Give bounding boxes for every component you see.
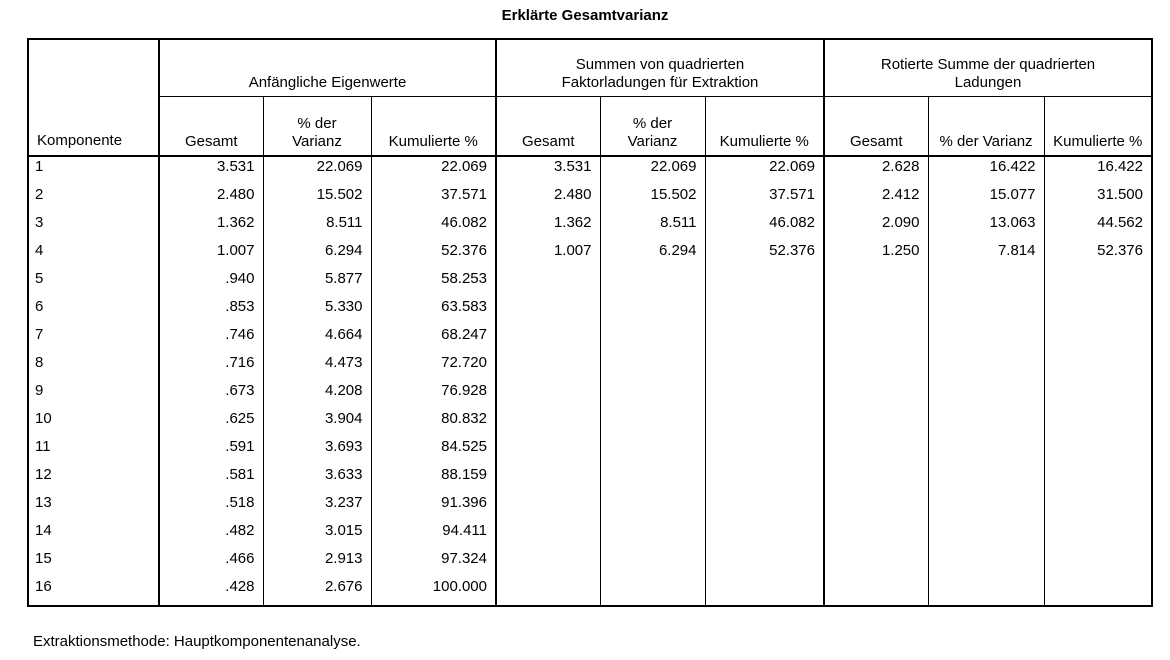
cell-gesamt: 3.531 <box>553 158 592 175</box>
cell-gesamt: .581 <box>225 466 255 483</box>
table-row <box>28 493 1152 521</box>
cell-gesamt: 2.480 <box>553 186 592 203</box>
cell-gesamt: 3.531 <box>216 158 255 175</box>
cell-varianz <box>928 353 1044 381</box>
cell-varianz: 5.877 <box>263 269 371 297</box>
cell-gesamt <box>496 409 600 437</box>
component-number: 10 <box>28 409 159 437</box>
cell-kumuliert <box>1044 465 1152 493</box>
component-number: 4 <box>28 241 159 269</box>
cell-gesamt <box>824 381 928 409</box>
cell-varianz: 4.664 <box>263 325 371 353</box>
cell-varianz: 15.502 <box>600 185 705 213</box>
component-number: 7 <box>28 325 159 353</box>
cell-kumuliert: 44.562 <box>1044 213 1152 241</box>
component-number: 3 <box>28 213 159 241</box>
cell-varianz: 6.294 <box>263 241 371 269</box>
cell-gesamt <box>824 493 928 521</box>
cell-gesamt <box>496 465 600 493</box>
cell-kumuliert: 58.253 <box>371 269 496 297</box>
cell-varianz: 3.904 <box>263 409 371 437</box>
table-row <box>28 577 1152 606</box>
table-row <box>28 297 1152 325</box>
cell-gesamt: .853 <box>225 298 255 315</box>
cell-gesamt <box>496 297 600 325</box>
table-title: Erklärte Gesamtvarianz <box>501 7 669 24</box>
cell-kumuliert <box>705 381 824 409</box>
component-number: 5 <box>28 269 159 297</box>
component-number: 8 <box>28 353 159 381</box>
cell-varianz <box>600 381 705 409</box>
cell-varianz <box>928 325 1044 353</box>
variance-table <box>27 38 1153 607</box>
cell-gesamt <box>496 437 600 465</box>
cell-kumuliert <box>705 409 824 437</box>
subheader-gesamt: Gesamt <box>824 97 928 157</box>
subheader-kumuliert: Kumulierte % <box>1044 97 1152 157</box>
component-number: 16 <box>28 577 159 606</box>
cell-gesamt <box>496 381 600 409</box>
component-number: 13 <box>28 493 159 521</box>
cell-kumuliert: 94.411 <box>371 521 496 549</box>
cell-varianz <box>600 493 705 521</box>
cell-gesamt <box>824 269 928 297</box>
subheader-varianz: % der Varianz <box>263 97 371 157</box>
cell-kumuliert <box>1044 493 1152 521</box>
cell-kumuliert <box>705 269 824 297</box>
table-row <box>28 269 1152 297</box>
cell-varianz <box>600 325 705 353</box>
cell-kumuliert: 31.500 <box>1044 185 1152 213</box>
cell-gesamt: .625 <box>225 410 255 427</box>
cell-gesamt <box>496 577 600 606</box>
cell-varianz <box>600 577 705 606</box>
table-row <box>28 409 1152 437</box>
cell-gesamt: .518 <box>225 494 255 511</box>
cell-gesamt: .746 <box>225 326 255 343</box>
subheader-gesamt: Gesamt <box>159 97 263 157</box>
cell-gesamt <box>824 297 928 325</box>
cell-kumuliert <box>705 549 824 577</box>
cell-gesamt: 1.007 <box>216 242 255 259</box>
cell-gesamt <box>824 465 928 493</box>
component-number: 2 <box>28 185 159 213</box>
component-number: 12 <box>28 465 159 493</box>
cell-gesamt <box>824 325 928 353</box>
cell-varianz <box>928 381 1044 409</box>
cell-varianz <box>600 409 705 437</box>
cell-kumuliert: 72.720 <box>371 353 496 381</box>
cell-gesamt <box>824 353 928 381</box>
cell-gesamt: 1.007 <box>553 242 592 259</box>
cell-gesamt: 2.480 <box>216 186 255 203</box>
cell-varianz <box>600 549 705 577</box>
cell-gesamt: 1.250 <box>881 242 920 259</box>
component-number: 9 <box>28 381 159 409</box>
table-row <box>28 185 1152 213</box>
cell-kumuliert <box>1044 353 1152 381</box>
cell-kumuliert: 22.069 <box>371 156 496 185</box>
subheader-varianz: % der Varianz <box>600 97 705 157</box>
cell-varianz: 15.077 <box>928 185 1044 213</box>
cell-varianz: 5.330 <box>263 297 371 325</box>
cell-varianz <box>928 409 1044 437</box>
cell-varianz: 8.511 <box>600 213 705 241</box>
component-number: 15 <box>28 549 159 577</box>
cell-varianz: 22.069 <box>263 156 371 185</box>
cell-kumuliert: 91.396 <box>371 493 496 521</box>
cell-varianz <box>600 465 705 493</box>
cell-varianz: 13.063 <box>928 213 1044 241</box>
cell-kumuliert: 37.571 <box>705 185 824 213</box>
cell-gesamt: .673 <box>225 382 255 399</box>
cell-kumuliert <box>705 297 824 325</box>
cell-kumuliert <box>705 465 824 493</box>
cell-gesamt <box>496 521 600 549</box>
cell-kumuliert <box>705 493 824 521</box>
table-row <box>28 213 1152 241</box>
cell-gesamt: 2.412 <box>881 186 920 203</box>
group-header-rotated: Rotierte Summe der quadrierten Ladungen <box>824 39 1152 97</box>
cell-gesamt <box>824 437 928 465</box>
cell-gesamt: .940 <box>225 270 255 287</box>
table-row <box>28 325 1152 353</box>
cell-varianz: 8.511 <box>263 213 371 241</box>
cell-kumuliert: 52.376 <box>371 241 496 269</box>
cell-gesamt <box>824 577 928 606</box>
cell-varianz: 3.633 <box>263 465 371 493</box>
cell-kumuliert: 37.571 <box>371 185 496 213</box>
cell-gesamt: 2.628 <box>881 158 920 175</box>
cell-gesamt <box>824 549 928 577</box>
cell-varianz: 2.913 <box>263 549 371 577</box>
cell-kumuliert <box>1044 409 1152 437</box>
cell-gesamt <box>496 353 600 381</box>
cell-kumuliert <box>1044 521 1152 549</box>
cell-gesamt <box>496 269 600 297</box>
cell-kumuliert <box>1044 381 1152 409</box>
component-number: 6 <box>28 297 159 325</box>
cell-gesamt <box>496 549 600 577</box>
cell-kumuliert <box>705 437 824 465</box>
cell-kumuliert: 100.000 <box>371 577 496 606</box>
cell-kumuliert: 52.376 <box>705 241 824 269</box>
cell-gesamt <box>824 521 928 549</box>
cell-kumuliert: 22.069 <box>705 156 824 185</box>
cell-gesamt: .482 <box>225 522 255 539</box>
cell-gesamt: .428 <box>159 577 263 606</box>
subheader-varianz: % der Varianz <box>928 97 1044 157</box>
cell-kumuliert <box>705 353 824 381</box>
cell-kumuliert: 16.422 <box>1044 156 1152 185</box>
table-row <box>28 521 1152 549</box>
cell-varianz <box>928 269 1044 297</box>
cell-kumuliert: 76.928 <box>371 381 496 409</box>
cell-varianz <box>928 577 1044 606</box>
table-row <box>28 549 1152 577</box>
cell-kumuliert: 46.082 <box>705 213 824 241</box>
cell-varianz <box>928 465 1044 493</box>
subheader-kumuliert: Kumulierte % <box>371 97 496 157</box>
cell-varianz <box>600 353 705 381</box>
table-row <box>28 437 1152 465</box>
cell-varianz: 3.015 <box>263 521 371 549</box>
cell-kumuliert <box>1044 577 1152 606</box>
cell-gesamt: .466 <box>225 550 255 567</box>
cell-varianz: 4.473 <box>263 353 371 381</box>
cell-gesamt: 1.362 <box>216 214 255 231</box>
cell-kumuliert: 84.525 <box>371 437 496 465</box>
cell-kumuliert: 68.247 <box>371 325 496 353</box>
cell-gesamt: 2.090 <box>881 214 920 231</box>
cell-varianz: 4.208 <box>263 381 371 409</box>
cell-varianz <box>928 493 1044 521</box>
group-header-extraction: Summen von quadrierten Faktorladungen für Extraktion <box>496 39 824 97</box>
cell-varianz: 16.422 <box>928 156 1044 185</box>
footnote: Extraktionsmethode: Hauptkomponentenanalyse. <box>33 633 361 650</box>
cell-varianz <box>600 521 705 549</box>
component-number: 11 <box>28 437 159 465</box>
group-header-initial: Anfängliche Eigenwerte <box>159 39 496 97</box>
cell-gesamt: .591 <box>225 438 255 455</box>
subheader-gesamt: Gesamt <box>496 97 600 157</box>
cell-varianz <box>600 269 705 297</box>
cell-gesamt: 1.362 <box>553 214 592 231</box>
cell-varianz: 2.676 <box>263 577 371 606</box>
cell-varianz: 3.693 <box>263 437 371 465</box>
cell-kumuliert: 88.159 <box>371 465 496 493</box>
cell-varianz <box>928 437 1044 465</box>
table-row <box>28 353 1152 381</box>
cell-kumuliert <box>705 521 824 549</box>
cell-kumuliert: 80.832 <box>371 409 496 437</box>
cell-kumuliert: 97.324 <box>371 549 496 577</box>
cell-varianz <box>928 297 1044 325</box>
cell-varianz: 22.069 <box>600 156 705 185</box>
cell-gesamt <box>496 493 600 521</box>
cell-kumuliert <box>1044 437 1152 465</box>
table-row <box>28 156 1152 185</box>
cell-varianz: 6.294 <box>600 241 705 269</box>
cell-kumuliert <box>1044 297 1152 325</box>
table-row <box>28 465 1152 493</box>
cell-kumuliert: 63.583 <box>371 297 496 325</box>
component-number: 14 <box>28 521 159 549</box>
component-number: 1 <box>28 156 159 185</box>
table-row <box>28 381 1152 409</box>
cell-varianz <box>600 437 705 465</box>
cell-gesamt <box>496 325 600 353</box>
cell-varianz <box>600 297 705 325</box>
cell-gesamt <box>824 409 928 437</box>
cell-kumuliert <box>1044 325 1152 353</box>
subheader-kumuliert: Kumulierte % <box>705 97 824 157</box>
cell-kumuliert <box>705 325 824 353</box>
cell-kumuliert <box>1044 269 1152 297</box>
cell-kumuliert: 46.082 <box>371 213 496 241</box>
cell-varianz <box>928 521 1044 549</box>
cell-kumuliert: 52.376 <box>1044 241 1152 269</box>
row-label-header: Komponente <box>28 39 159 156</box>
cell-gesamt: .716 <box>225 354 255 371</box>
cell-kumuliert <box>1044 549 1152 577</box>
cell-varianz: 15.502 <box>263 185 371 213</box>
cell-varianz: 3.237 <box>263 493 371 521</box>
cell-kumuliert <box>705 577 824 606</box>
cell-varianz: 7.814 <box>928 241 1044 269</box>
table-row <box>28 241 1152 269</box>
cell-varianz <box>928 549 1044 577</box>
